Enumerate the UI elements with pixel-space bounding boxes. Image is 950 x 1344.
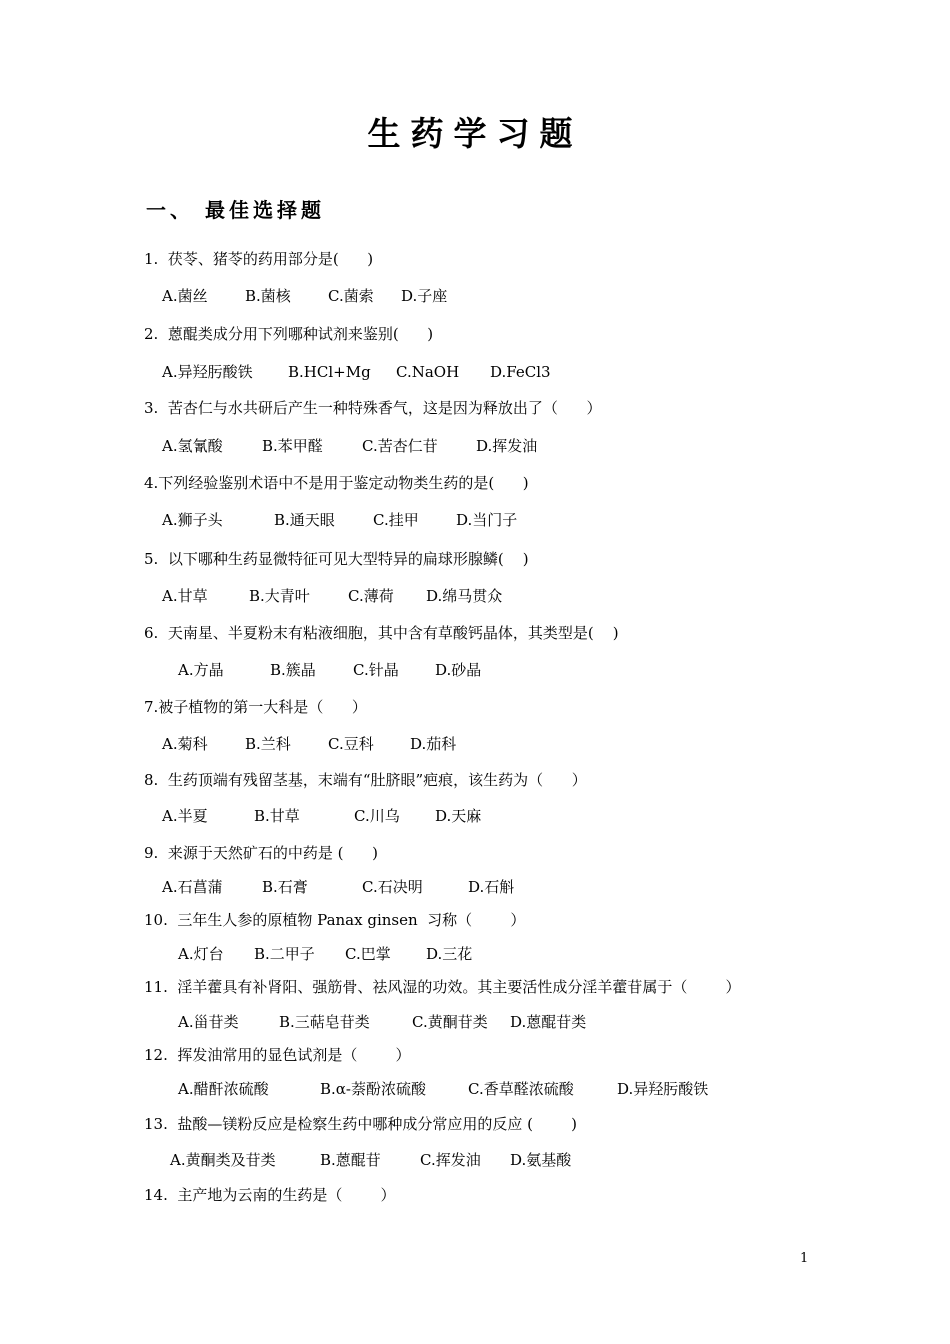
option-d: D.子座 — [401, 287, 448, 305]
option-c: C.黄酮苷类 — [412, 1013, 488, 1031]
question-stem-8: 8. 生药顶端有残留茎基，末端有“肚脐眼”疤痕，该生药为（ ） — [144, 771, 587, 789]
question-options-1 — [0, 285, 950, 307]
option-a: A.甾苷类 — [178, 1013, 239, 1031]
question-stem-11: 11. 淫羊藿具有补肾阳、强筋骨、祛风湿的功效。其主要活性成分淫羊藿苷属于（ ） — [144, 978, 741, 996]
option-b: B.簇晶 — [270, 661, 316, 679]
option-c: C.挥发油 — [420, 1151, 481, 1169]
question-stem-13: 13. 盐酸—镁粉反应是检察生药中哪种成分常应用的反应 ( ) — [144, 1115, 578, 1133]
question-options-6 — [0, 659, 950, 681]
option-a: A.灯台 — [178, 945, 224, 963]
option-c: C.菌索 — [328, 287, 374, 305]
question-stem-5: 5. 以下哪种生药显微特征可见大型特异的扁球形腺鳞( ) — [144, 550, 529, 568]
option-b: B.通天眼 — [274, 511, 335, 529]
question-stem-2: 2. 蒽醌类成分用下列哪种试剂来鉴别( ) — [144, 325, 434, 343]
option-d: D.当门子 — [456, 511, 518, 529]
option-c: C.挂甲 — [373, 511, 419, 529]
option-a: A.甘草 — [162, 587, 208, 605]
question-options-10 — [0, 943, 950, 965]
question-options-5 — [0, 585, 950, 607]
question-options-12 — [0, 1078, 950, 1100]
option-a: A.石菖蒲 — [162, 878, 223, 896]
question-stem-14: 14. 主产地为云南的生药是（ ） — [144, 1186, 396, 1204]
option-c: C.NaOH — [396, 363, 460, 381]
question-options-7 — [0, 733, 950, 755]
document-title: 生药学习题 — [367, 114, 583, 153]
option-b: B.菌核 — [245, 287, 291, 305]
option-d: D.茄科 — [410, 735, 457, 753]
question-stem-1: 1. 茯苓、猪苓的药用部分是( ) — [144, 250, 374, 268]
option-a: A.半夏 — [162, 807, 208, 825]
page-number: 1 — [800, 1251, 809, 1266]
question-stem-9: 9. 来源于天然矿石的中药是 ( ) — [144, 844, 378, 862]
option-d: D.三花 — [426, 945, 473, 963]
option-c: C.薄荷 — [348, 587, 394, 605]
question-options-13 — [0, 1149, 950, 1171]
option-d: D.FeCl3 — [490, 363, 551, 381]
option-c: C.针晶 — [353, 661, 399, 679]
question-options-3 — [0, 435, 950, 457]
option-b: B.苯甲醛 — [262, 437, 323, 455]
option-d: D.蒽醌苷类 — [510, 1013, 587, 1031]
question-options-4 — [0, 509, 950, 531]
option-a: A.异羟肟酸铁 — [162, 363, 253, 381]
option-a: A.黄酮类及苷类 — [170, 1151, 276, 1169]
option-a: A.狮子头 — [162, 511, 223, 529]
option-d: D.绵马贯众 — [426, 587, 503, 605]
question-options-2 — [0, 361, 950, 383]
option-b: B.α-萘酚浓硫酸 — [320, 1080, 426, 1098]
option-d: D.砂晶 — [435, 661, 482, 679]
option-c: C.豆科 — [328, 735, 374, 753]
question-stem-4: 4.下列经验鉴别术语中不是用于鉴定动物类生药的是( ) — [144, 474, 529, 492]
question-stem-3: 3. 苦杏仁与水共研后产生一种特殊香气，这是因为释放出了（ ） — [144, 399, 602, 417]
question-stem-7: 7.被子植物的第一大科是（ ） — [144, 698, 367, 716]
option-a: A.菌丝 — [162, 287, 208, 305]
question-options-9 — [0, 876, 950, 898]
section-heading: 一、 最佳选择题 — [146, 198, 325, 222]
option-a: A.菊科 — [162, 735, 208, 753]
question-options-8 — [0, 805, 950, 827]
option-b: B.HCl+Mg — [288, 363, 371, 381]
option-b: B.大青叶 — [249, 587, 310, 605]
option-c: C.香草醛浓硫酸 — [468, 1080, 574, 1098]
question-stem-12: 12. 挥发油常用的显色试剂是（ ） — [144, 1046, 411, 1064]
question-stem-10: 10. 三年生人参的原植物 Panax ginsen 习称（ ） — [144, 911, 526, 929]
option-c: C.苦杏仁苷 — [362, 437, 438, 455]
option-b: B.三萜皂苷类 — [279, 1013, 370, 1031]
option-b: B.蒽醌苷 — [320, 1151, 381, 1169]
question-stem-6: 6. 天南星、半夏粉末有粘液细胞，其中含有草酸钙晶体，其类型是( ) — [144, 624, 619, 642]
option-b: B.甘草 — [254, 807, 300, 825]
option-c: C.巴掌 — [345, 945, 391, 963]
option-d: D.天麻 — [435, 807, 482, 825]
option-d: D.氨基酸 — [510, 1151, 572, 1169]
option-d: D.石斛 — [468, 878, 515, 896]
option-a: A.氢氰酸 — [162, 437, 223, 455]
option-d: D.异羟肟酸铁 — [617, 1080, 709, 1098]
option-b: B.兰科 — [245, 735, 291, 753]
option-c: C.川乌 — [354, 807, 400, 825]
question-options-11 — [0, 1011, 950, 1033]
option-c: C.石决明 — [362, 878, 423, 896]
option-a: A.醋酐浓硫酸 — [178, 1080, 269, 1098]
option-b: B.二甲子 — [254, 945, 315, 963]
option-b: B.石膏 — [262, 878, 308, 896]
option-a: A.方晶 — [178, 661, 224, 679]
option-d: D.挥发油 — [476, 437, 538, 455]
